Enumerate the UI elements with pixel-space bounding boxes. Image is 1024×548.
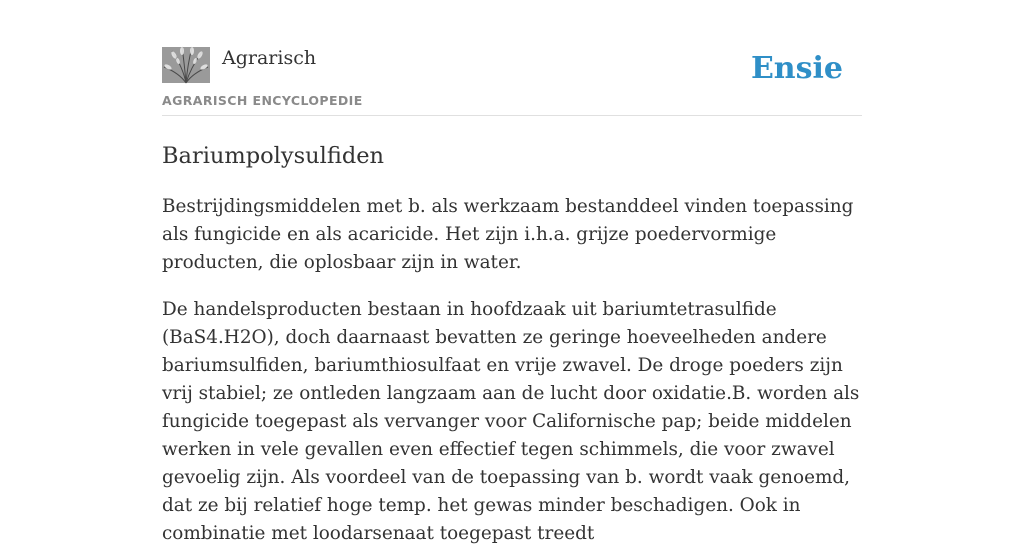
publisher-avatar[interactable] <box>162 47 210 83</box>
article-paragraph: Bestrijdingsmiddelen met b. als werkzaam bestanddeel vinden toepassing als fungicide en als acaricide. Het zijn i.h.a. grijze poedervormige producten, die oplosbaar zijn in water. <box>162 196 854 273</box>
ensie-logo[interactable]: Ensie <box>750 51 843 86</box>
site-header <box>162 0 862 116</box>
article-paragraph: De handelsproducten bestaan in hoofdzaak uit bariumtetrasulfide (BaS4.H2O), doch daarnaast bevatten ze geringe hoeveelheden andere bariumsulfiden, bariumthiosulfaat en vrije zwavel. De droge poeders zijn vrij stabiel; ze ontleden langzaam aan de lucht door oxidatie.B. worden als fungicide toegepast als vervanger voor Californische pap; beide middelen werken in vele gevallen even effectief tegen schimmels, die voor zwavel gevoelig zijn. Als voordeel van de toepassing van b. wordt vaak genoemd, dat ze bij relatief hoge temp. het gewas minder beschadigen. Ook in combinatie met loodarsenaat toegepast treedt <box>162 299 860 544</box>
wheat-icon <box>162 47 210 83</box>
publisher-subtitle[interactable]: AGRARISCH ENCYCLOPEDIE <box>162 93 363 108</box>
article-body <box>162 193 862 548</box>
publisher-name[interactable]: Agrarisch <box>222 47 317 69</box>
article-title: Bariumpolysulfiden <box>162 143 385 169</box>
article <box>162 142 862 548</box>
page <box>162 0 862 544</box>
